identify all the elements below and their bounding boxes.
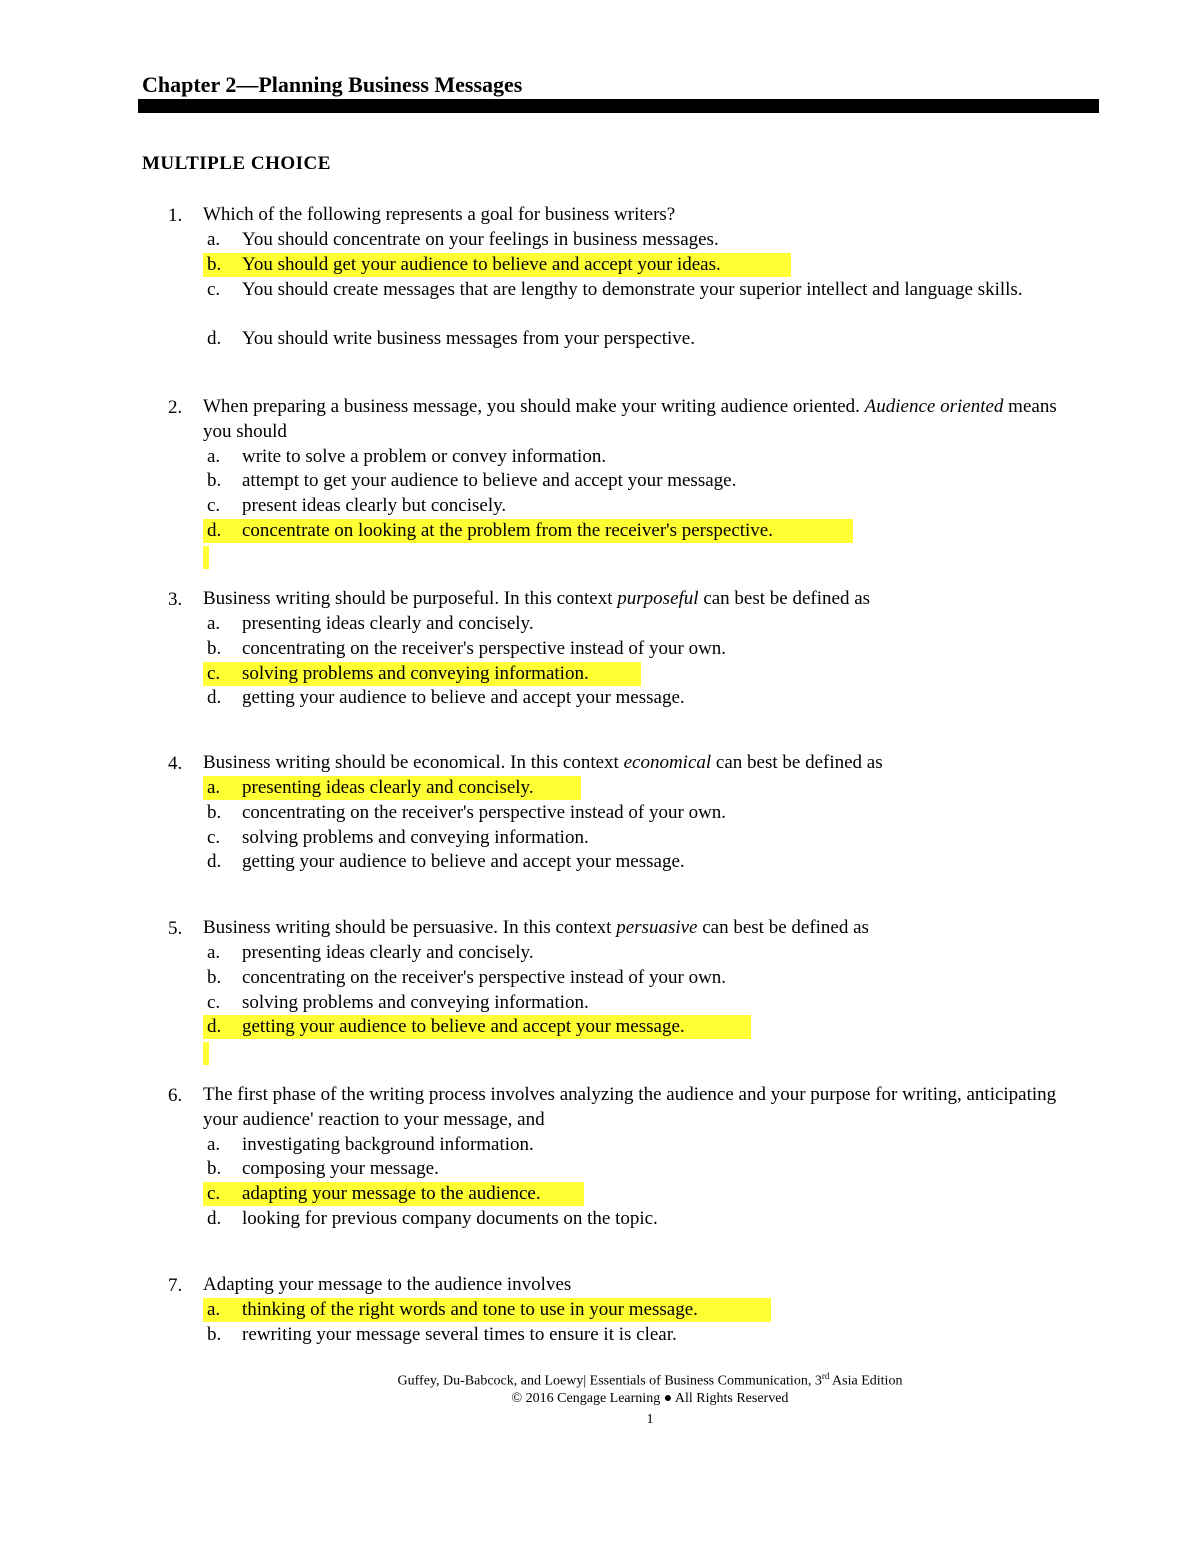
- question-stem: [203, 395, 1083, 444]
- answer-options: [203, 228, 1083, 352]
- stem-text: Business writing should be persuasive. In this context: [203, 917, 617, 938]
- option-text: concentrating on the receiver's perspective instead of your own.: [242, 966, 727, 988]
- answer-option: [203, 966, 1083, 991]
- answer-option: [203, 469, 1083, 494]
- stem-italic-term: Audience oriented: [864, 396, 1004, 417]
- question-number: 2.: [168, 397, 183, 418]
- option-text: You should write business messages from your perspective.: [242, 328, 695, 350]
- answer-option-correct: [203, 1182, 1083, 1207]
- option-text: write to solve a problem or convey information.: [242, 445, 607, 467]
- option-text: solving problems and conveying information.: [242, 662, 589, 684]
- answer-option: [203, 445, 1083, 470]
- answer-option: [203, 637, 1083, 662]
- stem-italic-term: persuasive: [616, 917, 698, 938]
- answer-options: [203, 941, 1083, 1040]
- question-number: 5.: [168, 918, 183, 939]
- footer-citation: [50, 1371, 1200, 1390]
- option-text: getting your audience to believe and accept your message.: [242, 687, 685, 709]
- option-text: investigating background information.: [242, 1133, 534, 1155]
- option-letter: d.: [207, 687, 222, 709]
- question-stem: [203, 203, 1083, 228]
- highlight-mark: [203, 1042, 209, 1065]
- question-number: 7.: [168, 1275, 183, 1296]
- option-text: present ideas clearly but concisely.: [242, 495, 507, 517]
- title-rule: [138, 99, 1099, 113]
- option-letter: b.: [207, 1323, 222, 1345]
- answer-option-correct: [203, 776, 1083, 801]
- option-text: thinking of the right words and tone to use in your message.: [242, 1299, 698, 1321]
- answer-option: [203, 1133, 1083, 1158]
- question-number: 1.: [168, 205, 183, 226]
- answer-option-correct: [203, 253, 1083, 278]
- option-letter: b.: [207, 637, 222, 659]
- option-text: attempt to get your audience to believe and accept your message.: [242, 470, 737, 492]
- answer-option: [203, 686, 1083, 711]
- option-text: rewriting your message several times to ensure it is clear.: [242, 1323, 677, 1345]
- option-text: getting your audience to believe and accept your message.: [242, 851, 685, 873]
- option-letter: c.: [207, 826, 221, 848]
- question-stem: [203, 587, 1083, 612]
- answer-option: [203, 850, 1083, 875]
- option-text: solving problems and conveying information.: [242, 826, 589, 848]
- option-letter: b.: [207, 801, 222, 823]
- answer-options: [203, 445, 1083, 544]
- stem-text: means you should: [203, 396, 1057, 442]
- answer-options: [203, 1298, 1083, 1348]
- stem-text: Which of the following represents a goal for business writers?: [203, 204, 676, 225]
- footer-citation-prefix: Guffey, Du-Babcock, and Loewy| Essentials of Business Communication, 3: [397, 1373, 822, 1389]
- option-text: getting your audience to believe and accept your message.: [242, 1016, 685, 1038]
- stem-text: can best be defined as: [697, 917, 869, 938]
- option-text: You should concentrate on your feelings in business messages.: [242, 229, 719, 251]
- stem-text: Adapting your message to the audience involves: [203, 1274, 572, 1295]
- answer-option: [203, 612, 1083, 637]
- option-text: presenting ideas clearly and concisely.: [242, 942, 534, 964]
- option-letter: b.: [207, 253, 222, 275]
- option-letter: d.: [207, 1208, 222, 1230]
- option-text: concentrate on looking at the problem from the receiver's perspective.: [242, 520, 773, 542]
- question-stem: [203, 751, 1083, 776]
- option-letter: b.: [207, 966, 222, 988]
- option-letter: a.: [207, 777, 221, 799]
- question-stem: [203, 1273, 1083, 1298]
- answer-option-correct: [203, 662, 1083, 687]
- option-text: concentrating on the receiver's perspective instead of your own.: [242, 801, 727, 823]
- answer-option-correct: [203, 1298, 1083, 1323]
- question-number: 6.: [168, 1085, 183, 1106]
- option-text: You should get your audience to believe and accept your ideas.: [242, 253, 721, 275]
- option-letter: c.: [207, 662, 221, 684]
- option-text: presenting ideas clearly and concisely.: [242, 613, 534, 635]
- option-letter: a.: [207, 445, 221, 467]
- question-stem: [203, 1083, 1083, 1132]
- footer-citation-superscript: rd: [821, 1371, 830, 1381]
- footer-copyright: © 2016 Cengage Learning ● All Rights Reserved: [511, 1391, 789, 1406]
- stem-text: can best be defined as: [711, 752, 883, 773]
- answer-option: [203, 327, 1083, 352]
- option-text: concentrating on the receiver's perspective instead of your own.: [242, 637, 727, 659]
- answer-option: [203, 1323, 1083, 1348]
- stem-text: The first phase of the writing process involves analyzing the audience and your purpose for writing, anticipating your audience' reaction to your message, and: [203, 1084, 1057, 1130]
- answer-option: [203, 494, 1083, 519]
- option-letter: d.: [207, 520, 222, 542]
- stem-italic-term: economical: [623, 752, 712, 773]
- option-letter: b.: [207, 470, 222, 492]
- answer-option-correct: [203, 1015, 1083, 1040]
- option-text: You should create messages that are lengthy to demonstrate your superior intellect and language skills.: [242, 278, 1023, 300]
- question-number: 3.: [168, 589, 183, 610]
- option-letter: d.: [207, 1016, 222, 1038]
- answer-option: [203, 1157, 1083, 1182]
- answer-option: [203, 1207, 1083, 1232]
- option-letter: a.: [207, 1133, 221, 1155]
- highlight-mark: [203, 546, 209, 569]
- answer-option: [203, 228, 1083, 253]
- chapter-title: Chapter 2—Planning Business Messages: [142, 72, 523, 97]
- option-letter: c.: [207, 278, 221, 300]
- section-heading: MULTIPLE CHOICE: [142, 153, 331, 174]
- option-text: composing your message.: [242, 1158, 439, 1180]
- option-letter: a.: [207, 942, 221, 964]
- stem-text: Business writing should be economical. In this context: [203, 752, 624, 773]
- page-number: 1: [646, 1412, 654, 1427]
- answer-option: [203, 278, 1083, 328]
- answer-options: [203, 612, 1083, 711]
- option-text: adapting your message to the audience.: [242, 1183, 541, 1205]
- stem-text: When preparing a business message, you should make your writing audience oriented.: [203, 396, 865, 417]
- answer-option: [203, 801, 1083, 826]
- option-letter: c.: [207, 1183, 221, 1205]
- stem-text: can best be defined as: [698, 588, 871, 609]
- option-letter: c.: [207, 991, 221, 1013]
- option-letter: a.: [207, 1299, 221, 1321]
- option-text: looking for previous company documents on the topic.: [242, 1208, 658, 1230]
- footer-citation-suffix: Asia Edition: [829, 1373, 903, 1389]
- option-letter: a.: [207, 229, 221, 251]
- question-number: 4.: [168, 753, 183, 774]
- question-stem: [203, 916, 1083, 941]
- option-letter: d.: [207, 851, 222, 873]
- answer-option: [203, 991, 1083, 1016]
- option-letter: b.: [207, 1158, 222, 1180]
- option-letter: a.: [207, 613, 221, 635]
- answer-options: [203, 776, 1083, 875]
- answer-option: [203, 941, 1083, 966]
- option-text: presenting ideas clearly and concisely.: [242, 777, 534, 799]
- answer-option: [203, 826, 1083, 851]
- option-letter: d.: [207, 328, 222, 350]
- option-letter: c.: [207, 495, 221, 517]
- option-text: solving problems and conveying information.: [242, 991, 589, 1013]
- stem-italic-term: purposeful: [617, 588, 699, 609]
- answer-options: [203, 1133, 1083, 1232]
- stem-text: Business writing should be purposeful. In this context: [203, 588, 618, 609]
- answer-option-correct: [203, 519, 1083, 544]
